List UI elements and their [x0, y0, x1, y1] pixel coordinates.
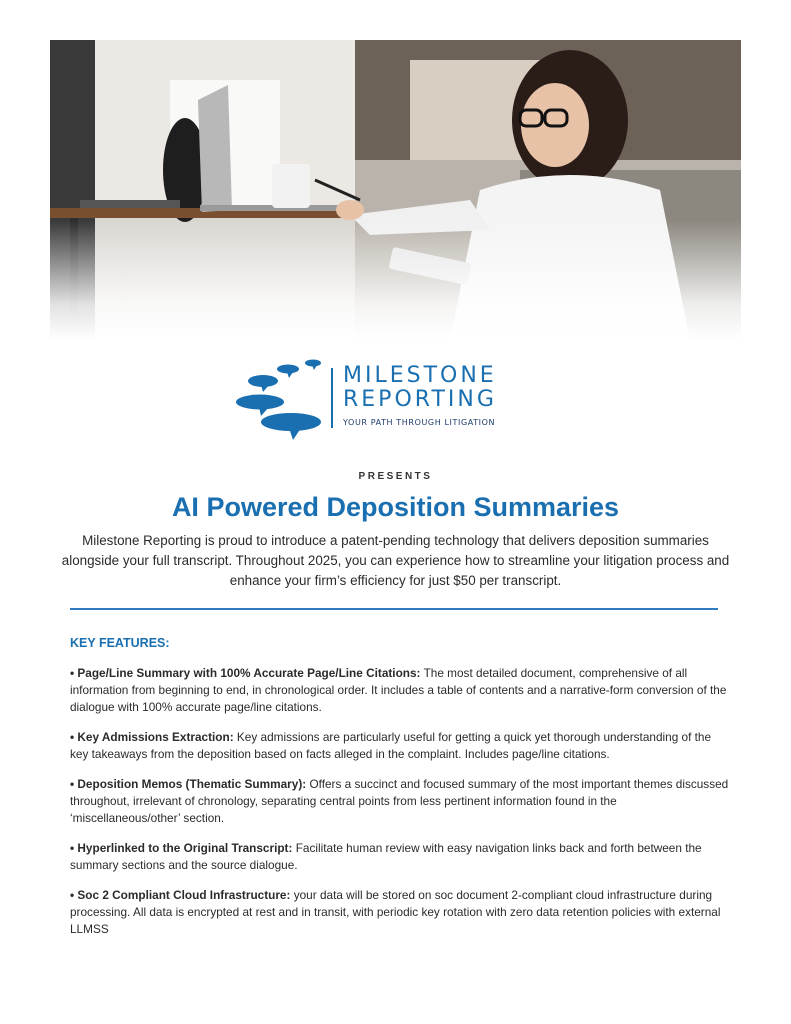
hero-fade [50, 220, 741, 340]
brand-name-line2: REPORTING [343, 387, 497, 412]
page-title: AI Powered Deposition Summaries [171, 492, 620, 522]
feature-item [70, 665, 730, 716]
feature-body: Key admissions are particularly useful for getting a quick yet thorough understanding of the key takeaways from the deposition based on facts alleged in the complaint. Includes page/line citations. [70, 730, 712, 761]
speech-bubbles-icon [233, 356, 333, 446]
feature-item [70, 729, 730, 763]
feature-body: Offers a succinct and focused summary of the most important themes discussed throughout, irrelevant of chronology, separating central points from less pertinent information found in the ‘miscellaneous/other’ section. [70, 777, 729, 825]
feature-item [70, 776, 730, 827]
feature-heading: • Soc 2 Compliant Cloud Infrastructure: [70, 888, 291, 902]
feature-body: Facilitate human review with easy navigation links back and forth between the summary sections and the source dialogue. [70, 841, 702, 872]
logo-divider [331, 368, 333, 428]
features-list [70, 665, 730, 951]
feature-item [70, 840, 730, 874]
hero-photo [50, 40, 741, 340]
brand-tagline: YOUR PATH THROUGH LITIGATION [343, 418, 496, 427]
brand-name [343, 364, 497, 412]
feature-item [70, 887, 730, 938]
feature-body: The most detailed document, comprehensive of all information from beginning to end, in chronological order. It includes a table of contents and a narrative-form conversion of the dialogue with 100% accurate page/line citations. [70, 666, 727, 714]
feature-heading: • Hyperlinked to the Original Transcript: [70, 841, 293, 855]
presents-label: PRESENTS [358, 471, 433, 482]
feature-heading: • Key Admissions Extraction: [70, 730, 234, 744]
feature-heading: • Page/Line Summary with 100% Accurate Page/Line Citations: [70, 666, 421, 680]
key-features-heading: KEY FEATURES: [70, 636, 170, 650]
company-logo[interactable] [233, 356, 523, 446]
feature-heading: • Deposition Memos (Thematic Summary): [70, 777, 307, 791]
feature-body: your data will be stored on soc document 2-compliant cloud infrastructure during processing. All data is encrypted at rest and in transit, with periodic key rotation with zero data retention policies with external LLMSS [70, 888, 721, 936]
brand-name-line1: MILESTONE [343, 363, 497, 388]
section-divider [70, 608, 718, 610]
intro-paragraph: Milestone Reporting is proud to introduce a patent-pending technology that delivers deposition summaries alongside your full transcript. Throughout 2025, you can experience how to streamline your litigation process and enhance your firm’s efficiency for just $50 per transcript. [61, 533, 730, 588]
